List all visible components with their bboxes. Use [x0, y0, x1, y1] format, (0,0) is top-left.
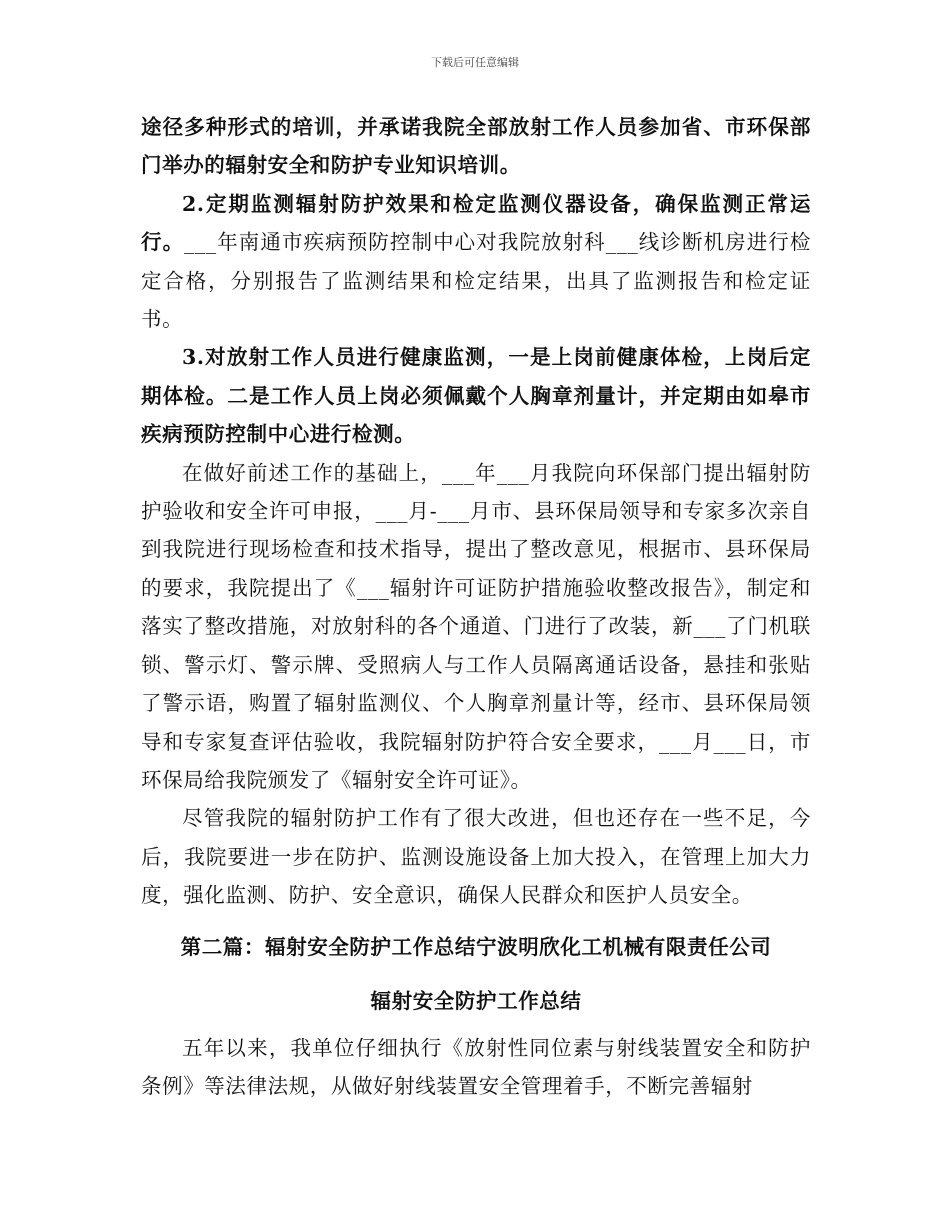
paragraph-monitoring: [141, 185, 811, 339]
page-header: 下载后可任意编辑: [431, 56, 519, 69]
paragraph-license-application: 在做好前述工作的基础上，___年___月我院向环保部门提出辐射防护验收和安全许可申报，___月-___月市、县环保局领导和专家多次亲自到我院进行现场检查和技术指导，提出了整改意见，根据市、县环保局的要求，我院提出了《___辐射许可证防护措施验收整改报告》，制定和落实了整改措施，对放射科的各个通道、门进行了改装，新___了门机联锁、警示灯、警示牌、受照病人与工作人员隔离通话设备，悬挂和张贴了警示语，购置了辐射监测仪、个人胸章剂量计等，经市、县环保局领导和专家复查评估验收，我院辐射防护符合安全要求，___月___日，市环保局给我院颁发了《辐射安全许可证》。: [141, 460, 811, 792]
document-body: [141, 108, 811, 1105]
paragraph-five-years: 五年以来，我单位仔细执行《放射性同位素与射线装置安全和防护条例》等法律法规，从做好射线装置安全管理着手，不断完善辐射: [141, 1035, 811, 1098]
section-title: 第二篇：辐射安全防护工作总结宁波明欣化工机械有限责任公司: [180, 934, 772, 959]
paragraph-training: 途径多种形式的培训，并承诺我院全部放射工作人员参加省、市环保部门举办的辐射安全和防护专业知识培训。: [141, 115, 811, 178]
paragraph-conclusion: 尽管我院的辐射防护工作有了很大改进，但也还存在一些不足，今后，我院要进一步在防护、监测设施设备上加大投入，在管理上加大力度，强化监测、防护、安全意识，确保人民群众和医护人员安全。: [141, 806, 811, 908]
paragraph-health-monitoring: 3.对放射工作人员进行健康监测，一是上岗前健康体检，上岗后定期体检。二是工作人员上岗必须佩戴个人胸章剂量计，并定期由如皋市疾病预防控制中心进行检测。: [141, 345, 811, 447]
paragraph-monitoring-body: ___年南通市疾病预防控制中心对我院放射科___线诊断机房进行检定合格，分别报告了监测结果和检定结果，出具了监测报告和检定证书。: [141, 230, 811, 332]
subsection-title: 辐射安全防护工作总结: [370, 988, 582, 1013]
paragraph-monitoring-lead: 2.定期监测辐射防护效果和检定监测仪器设备，确保监测正常运行。: [141, 191, 811, 255]
